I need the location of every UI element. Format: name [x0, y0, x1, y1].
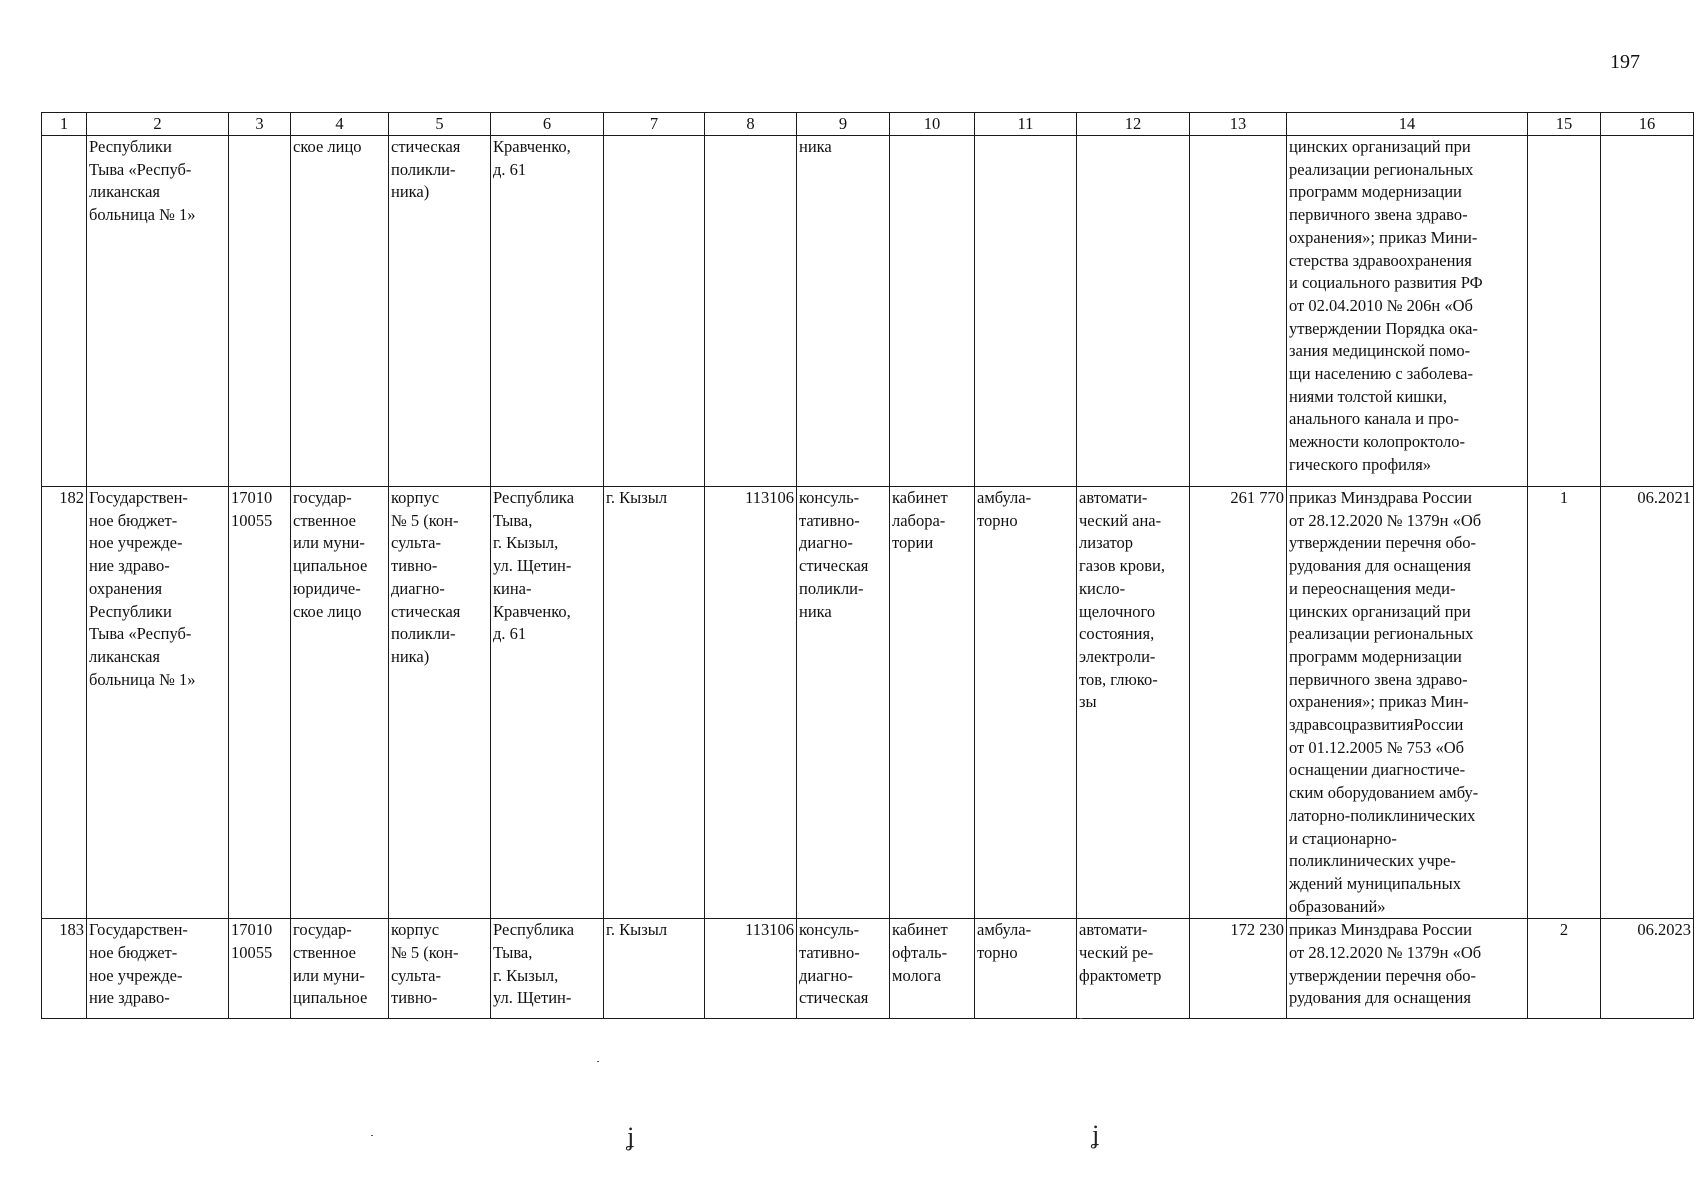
building-cell: стическая поликли- ника) [389, 136, 491, 487]
inn-cell: 17010 10055 [229, 919, 291, 1019]
scan-speck [597, 1061, 599, 1062]
column-header: 4 [291, 113, 389, 136]
organization-name-cell: Республики Тыва «Респуб- ликанская больница № 1» [87, 136, 229, 487]
equipment-code-cell: 172 230 [1190, 919, 1287, 1019]
room-cell: кабинет лабора- тории [890, 487, 975, 919]
code-cell [705, 136, 797, 487]
column-header: 14 [1287, 113, 1528, 136]
scan-mark-left: ʝ [627, 1122, 635, 1151]
organization-name-cell: Государствен- ное бюджет- ное учрежде- ние здраво- охранения Республики Тыва «Респуб- ликанская больница № 1» [87, 487, 229, 919]
quantity-cell [1528, 136, 1601, 487]
building-cell: корпус № 5 (кон- сульта- тивно- диагно- стическая поликли- ника) [389, 487, 491, 919]
column-header: 5 [389, 113, 491, 136]
column-header: 9 [797, 113, 890, 136]
room-cell [890, 136, 975, 487]
regulation-cell: приказ Минздрава России от 28.12.2020 № 1379н «Об утверждении перечня обо- рудования для оснащения и переоснащения меди- цинских организаций при реализации региональных программ модернизации первичного звена здраво- охранения»; приказ Мин- здравсоцразвитияРоссии от 01.12.2005 № 753 «Об оснащении диагностиче- ским оборудованием амбу- латорно-поликлинических и стационарно- поликлинических учре- ждений муниципальных образований» [1287, 487, 1528, 919]
code-cell: 113106 [705, 487, 797, 919]
row-number-cell: 182 [42, 487, 87, 919]
locality-cell: г. Кызыл [604, 487, 705, 919]
locality-cell: г. Кызыл [604, 919, 705, 1019]
column-header: 15 [1528, 113, 1601, 136]
unit-type-cell: консуль- тативно- диагно- стическая поликли- ника [797, 487, 890, 919]
inn-cell [229, 136, 291, 487]
quantity-cell: 1 [1528, 487, 1601, 919]
table-row [42, 136, 1694, 487]
equipment-name-cell: автомати- ческий ана- лизатор газов крови, кисло- щелочного состояния, электроли- тов, глюко- зы [1077, 487, 1190, 919]
legal-form-cell: государ- ственное или муни- ципальное [291, 919, 389, 1019]
locality-cell [604, 136, 705, 487]
date-cell: 06.2021 [1601, 487, 1694, 919]
address-cell: Кравченко, д. 61 [491, 136, 604, 487]
column-header: 3 [229, 113, 291, 136]
equipment-name-cell [1077, 136, 1190, 487]
code-cell: 113106 [705, 919, 797, 1019]
equipment-code-cell [1190, 136, 1287, 487]
column-header: 16 [1601, 113, 1694, 136]
column-header: 12 [1077, 113, 1190, 136]
equipment-table [41, 112, 1694, 1019]
page-number: 197 [1610, 51, 1640, 73]
care-condition-cell: амбула- торно [975, 919, 1077, 1019]
scan-speck [371, 1135, 373, 1136]
column-header: 6 [491, 113, 604, 136]
quantity-cell: 2 [1528, 919, 1601, 1019]
unit-type-cell: ника [797, 136, 890, 487]
room-cell: кабинет офталь- молога [890, 919, 975, 1019]
row-number-cell [42, 136, 87, 487]
regulation-cell: цинских организаций при реализации региональных программ модернизации первичного звена здраво- охранения»; приказ Мини- стерства здравоохранения и социального развития РФ от 02.04.2010 № 206н «Об утверждении Порядка ока- зания медицинской помо- щи населению с заболева- ниями толстой кишки, анального канала и про- межности колопроктоло- гического профиля» [1287, 136, 1528, 487]
legal-form-cell: государ- ственное или муни- ципальное юридиче- ское лицо [291, 487, 389, 919]
regulation-cell: приказ Минздрава России от 28.12.2020 № 1379н «Об утверждении перечня обо- рудования для оснащения [1287, 919, 1528, 1019]
column-header: 13 [1190, 113, 1287, 136]
legal-form-cell: ское лицо [291, 136, 389, 487]
unit-type-cell: консуль- тативно- диагно- стическая [797, 919, 890, 1019]
column-header: 1 [42, 113, 87, 136]
organization-name-cell: Государствен- ное бюджет- ное учрежде- ние здраво- [87, 919, 229, 1019]
care-condition-cell [975, 136, 1077, 487]
scan-speck [1080, 1018, 1082, 1019]
date-cell [1601, 136, 1694, 487]
scan-mark-right: ʝ [1092, 1120, 1100, 1149]
address-cell: Республика Тыва, г. Кызыл, ул. Щетин- [491, 919, 604, 1019]
building-cell: корпус № 5 (кон- сульта- тивно- [389, 919, 491, 1019]
address-cell: Республика Тыва, г. Кызыл, ул. Щетин- кина- Кравченко, д. 61 [491, 487, 604, 919]
column-header: 10 [890, 113, 975, 136]
equipment-name-cell: автомати- ческий ре- фрактометр [1077, 919, 1190, 1019]
column-header: 7 [604, 113, 705, 136]
column-header: 8 [705, 113, 797, 136]
table-row [42, 487, 1694, 919]
header-row [42, 113, 1694, 136]
table-row [42, 919, 1694, 1019]
column-header: 11 [975, 113, 1077, 136]
row-number-cell: 183 [42, 919, 87, 1019]
inn-cell: 17010 10055 [229, 487, 291, 919]
care-condition-cell: амбула- торно [975, 487, 1077, 919]
column-header: 2 [87, 113, 229, 136]
equipment-code-cell: 261 770 [1190, 487, 1287, 919]
date-cell: 06.2023 [1601, 919, 1694, 1019]
